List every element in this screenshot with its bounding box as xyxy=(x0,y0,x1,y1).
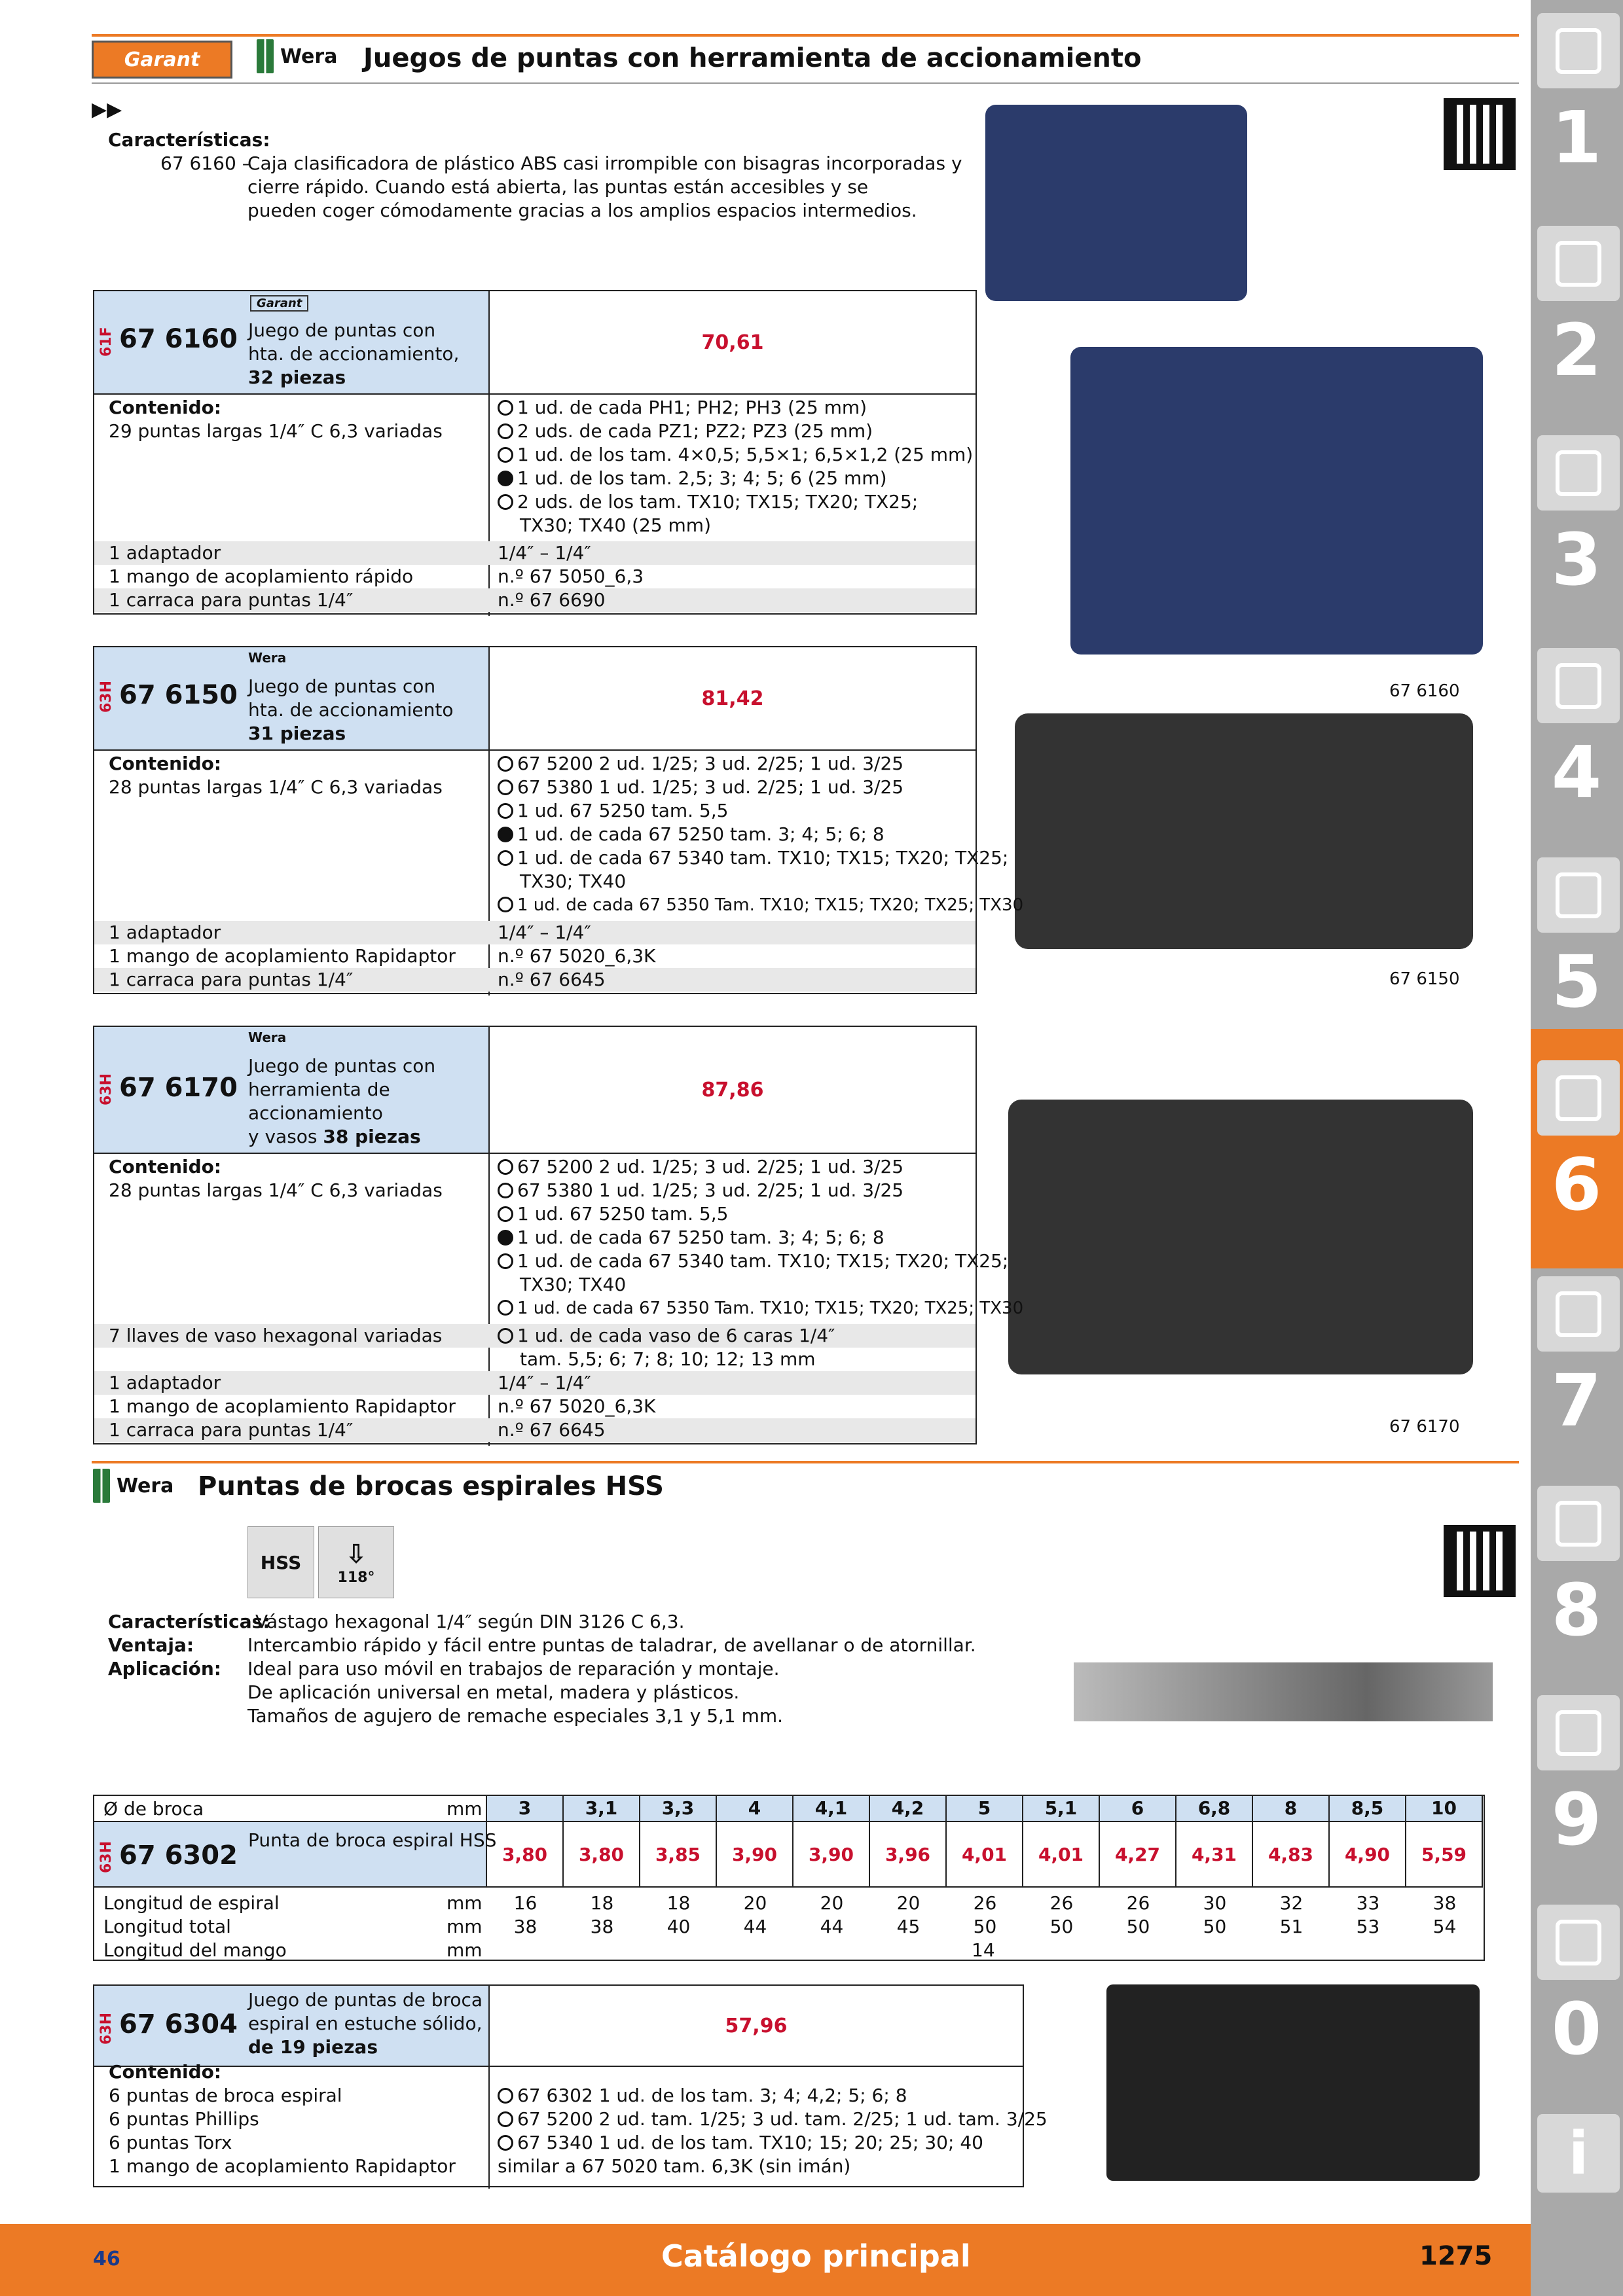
drill-size-column: 4,1 xyxy=(793,1796,870,1822)
chapter-tab-8[interactable] xyxy=(1537,1486,1620,1561)
drill-price: 5,59 xyxy=(1406,1822,1483,1888)
chapter-tab-3[interactable] xyxy=(1537,435,1620,511)
drill-value: 33 xyxy=(1356,1892,1380,1914)
torx-icon xyxy=(498,494,513,510)
chapter-icon xyxy=(1556,1075,1601,1121)
pozidriv-icon xyxy=(498,423,513,439)
drill-value: 51 xyxy=(1279,1916,1304,1937)
chapter-tab-1[interactable] xyxy=(1537,13,1620,88)
drill-price: 3,90 xyxy=(793,1822,870,1888)
drill-value: 50 xyxy=(1126,1916,1150,1937)
torx-plus-icon xyxy=(498,1300,513,1316)
chapter-tab-7[interactable] xyxy=(1537,1276,1620,1352)
drill-value: 20 xyxy=(743,1892,767,1914)
drill-value: 54 xyxy=(1432,1916,1457,1937)
header-rule xyxy=(92,34,1519,37)
drill-price: 4,90 xyxy=(1330,1822,1406,1888)
torx-plus-icon xyxy=(498,897,513,912)
wera-logo: Wera xyxy=(248,650,287,666)
wera-logo: Wera xyxy=(248,1030,287,1045)
drill-value: 26 xyxy=(1126,1892,1150,1914)
drill-price: 4,01 xyxy=(947,1822,1023,1888)
wera-logo: Wera xyxy=(257,39,337,73)
chapter-tab-9[interactable] xyxy=(1537,1695,1620,1770)
drill-value: 45 xyxy=(896,1916,921,1937)
footer-title: Catálogo principal xyxy=(661,2238,971,2274)
chapter-number[interactable]: 4 xyxy=(1551,730,1602,814)
chapter-number[interactable]: 5 xyxy=(1551,940,1602,1024)
drill-price: 3,80 xyxy=(564,1822,640,1888)
qr-code-icon xyxy=(1444,98,1516,170)
page-title: Juegos de puntas con herramienta de accionamiento xyxy=(363,43,1142,73)
drill-value: 40 xyxy=(666,1916,691,1937)
drill-value: 26 xyxy=(1049,1892,1074,1914)
drill-bit-icon xyxy=(498,2088,513,2104)
drill-angle-icon: ⇩ 118° xyxy=(318,1526,394,1598)
drill-value: 26 xyxy=(973,1892,997,1914)
product-code: 67 6302 xyxy=(119,1840,238,1871)
chapter-icon xyxy=(1556,1501,1601,1547)
drill-size-column: 3,3 xyxy=(640,1796,717,1822)
chapter-tab-4[interactable] xyxy=(1537,648,1620,723)
drill-value: 16 xyxy=(513,1892,538,1914)
phillips-icon xyxy=(498,400,513,416)
chapter-number[interactable]: 8 xyxy=(1551,1568,1602,1652)
hss-badge: HSS xyxy=(247,1526,314,1598)
drill-size-column: 3 xyxy=(487,1796,564,1822)
drill-value: 38 xyxy=(1432,1892,1457,1914)
hex-icon xyxy=(498,827,513,842)
drill-price: 3,90 xyxy=(717,1822,793,1888)
chapter-icon xyxy=(1556,1291,1601,1337)
photo-caption: 67 6170 xyxy=(1389,1417,1460,1437)
drill-size-column: 8,5 xyxy=(1330,1796,1406,1822)
product-photo-case-open xyxy=(1070,347,1483,655)
section-title: Puntas de brocas espirales HSS xyxy=(198,1471,664,1501)
drill-size-column: 5,1 xyxy=(1023,1796,1100,1822)
drill-value: 50 xyxy=(1049,1916,1074,1937)
drill-size-table: Ø de broca mm 63H 67 6302 Punta de broca espiral HSS Longitud de espiral mm Longitud total mm Longitud del mango mm 14 3 3,80 16 38 3,1 3,80 18 38 3,3 3,85 18 40 4 3,90 20 44 4,1 3,90 20 44 4,2 3,96 20 45 5 4,01 26 50 5,1 4,01 26 50 6 4,27 26 50 6,8 4,31 30 50 8 4,83 32 51 8,5 4,90 33 53 10 5,59 38 54 xyxy=(93,1795,1485,1961)
drill-size-column: 3,1 xyxy=(564,1796,640,1822)
product-code: 67 6304 xyxy=(119,2009,238,2039)
phillips-icon xyxy=(498,1159,513,1175)
chapter-number[interactable]: 3 xyxy=(1551,518,1602,601)
drill-value: 32 xyxy=(1279,1892,1304,1914)
drill-price: 4,31 xyxy=(1176,1822,1253,1888)
chapter-icon xyxy=(1556,663,1601,709)
product-photo-drill-set xyxy=(1106,1984,1480,2181)
chapter-tab-6[interactable] xyxy=(1537,1060,1620,1136)
drill-price: 3,85 xyxy=(640,1822,717,1888)
drill-value: 20 xyxy=(820,1892,844,1914)
chapter-number[interactable]: 0 xyxy=(1551,1987,1602,2071)
drill-price: 4,27 xyxy=(1100,1822,1176,1888)
phillips-icon xyxy=(498,2111,513,2127)
drill-price: 3,96 xyxy=(870,1822,947,1888)
chapter-icon xyxy=(1556,28,1601,74)
wera-logo: Wera xyxy=(93,1469,173,1503)
price: 57,96 xyxy=(490,1986,1023,2067)
pozidriv-icon xyxy=(498,1183,513,1198)
chapter-number[interactable]: 2 xyxy=(1551,308,1602,392)
chapter-number[interactable]: 9 xyxy=(1551,1778,1602,1861)
drill-price: 4,83 xyxy=(1253,1822,1330,1888)
pozidriv-icon xyxy=(498,780,513,795)
page-number-left: 46 xyxy=(93,2248,120,2270)
price: 70,61 xyxy=(490,291,976,395)
drill-size-column: 5 xyxy=(947,1796,1023,1822)
product-photo-case-closed xyxy=(985,105,1247,301)
features-label: Características: xyxy=(108,129,270,151)
torx-icon xyxy=(498,850,513,866)
drill-value: 50 xyxy=(1203,1916,1227,1937)
garant-logo: Garant xyxy=(92,41,232,79)
phillips-icon xyxy=(498,756,513,772)
price: 87,86 xyxy=(490,1027,976,1154)
drill-value: 44 xyxy=(743,1916,767,1937)
price: 81,42 xyxy=(490,647,976,751)
chapter-number[interactable]: 6 xyxy=(1551,1143,1602,1227)
product-code: 67 6160 xyxy=(119,324,238,354)
drill-value: 50 xyxy=(973,1916,997,1937)
chapter-tab-2[interactable] xyxy=(1537,226,1620,301)
product-code: 67 6170 xyxy=(119,1073,238,1103)
torx-icon xyxy=(498,2135,513,2151)
drill-value: 20 xyxy=(896,1892,921,1914)
chapter-tab-5[interactable] xyxy=(1537,857,1620,933)
features-code: 67 6160 – xyxy=(160,152,251,174)
drill-size-column: 4,2 xyxy=(870,1796,947,1822)
arrows-icon: ▶▶ xyxy=(92,98,122,121)
chapter-icon xyxy=(1556,872,1601,918)
slotted-icon xyxy=(498,447,513,463)
product-code: 67 6150 xyxy=(119,680,238,710)
drill-value: 38 xyxy=(590,1916,614,1937)
drill-value: 18 xyxy=(590,1892,614,1914)
hex-icon xyxy=(498,1230,513,1246)
product-table-676170: 87,86 63H 67 6170 Wera Juego de puntas con herramienta de accionamiento y vasos 38 piezas Contenido: 28 puntas largas 1/4″ C 6,3 variadas 7 llaves de vaso hexagonal variadas 1 adaptador 1 mango de acoplamiento Rapidaptor 1 carraca para puntas 1/4″ 67 5200 2 ud. 1/25; 3 ud. 2/25; 1 ud. 3/25 67 5380 1 ud. 1/25; 3 ud. 2/25; 1 ud. 3/25 1 ud. 67 5250 tam. 5,5 1 ud. de cada 67 5250 tam. 3; 4; 5; 6; 8 1 ud. de cada 67 5340 tam. TX10; TX15; TX20; TX25; TX30; TX40 1 ud. de cada 67 5350 Tam. TX10; TX15; TX20; TX25; TX30 1 ud. de cada vaso de 6 caras 1/4″ tam. 5,5; 6; 7; 8; 10; 12; 13 mm 1/4″ – 1/4″ n.º 67 5020_6,3K n.º 67 6645 xyxy=(93,1026,977,1444)
drill-price: 3,80 xyxy=(487,1822,564,1888)
slotted-icon xyxy=(498,803,513,819)
chapter-tab-i[interactable] xyxy=(1537,2114,1620,2193)
drill-price: 4,01 xyxy=(1023,1822,1100,1888)
drill-size-column: 4 xyxy=(717,1796,793,1822)
photo-caption: 67 6150 xyxy=(1389,969,1460,989)
drill-value: 53 xyxy=(1356,1916,1380,1937)
info-icon: i xyxy=(1568,2119,1589,2188)
socket-icon xyxy=(498,1328,513,1344)
product-photo-tool-check xyxy=(1008,1100,1473,1374)
slotted-icon xyxy=(498,1206,513,1222)
chapter-icon xyxy=(1556,1920,1601,1965)
product-photo-bit-check xyxy=(1015,713,1473,949)
hex-icon xyxy=(498,471,513,486)
drill-size-column: 8 xyxy=(1253,1796,1330,1822)
garant-logo: Garant xyxy=(250,295,308,312)
chapter-number[interactable]: 7 xyxy=(1551,1359,1602,1443)
torx-icon xyxy=(498,1253,513,1269)
drill-value: 44 xyxy=(820,1916,844,1937)
drill-value: 30 xyxy=(1203,1892,1227,1914)
photo-caption: 67 6160 xyxy=(1389,681,1460,701)
chapter-icon xyxy=(1556,241,1601,287)
product-table-676304: 57,96 63H 67 6304 Juego de puntas de broca espiral en estuche sólido, de 19 piezas Contenido: 6 puntas de broca espiral 6 puntas Phillips 6 puntas Torx 1 mango de acoplamiento Rapidaptor 67 6302 1 ud. de los tam. 3; 4; 4,2; 5; 6; 8 67 5200 2 ud. tam. 1/25; 3 ud. tam. 2/25; 1 ud. tam. 3/25 67 5340 1 ud. de los tam. TX10; 15; 20; 25; 30; 40 similar a 67 5020 tam. 6,3K (sin imán) xyxy=(93,1984,1024,2187)
chapter-icon xyxy=(1556,1710,1601,1756)
drill-size-column: 6 xyxy=(1100,1796,1176,1822)
drill-value: 38 xyxy=(513,1916,538,1937)
product-table-676150: 81,42 63H 67 6150 Wera Juego de puntas con hta. de accionamiento 31 piezas Contenido: 28 puntas largas 1/4″ C 6,3 variadas 1 adaptador 1 mango de acoplamiento Rapidaptor 1 carraca para puntas 1/4″ 67 5200 2 ud. 1/25; 3 ud. 2/25; 1 ud. 3/25 67 5380 1 ud. 1/25; 3 ud. 2/25; 1 ud. 3/25 1 ud. 67 5250 tam. 5,5 1 ud. de cada 67 5250 tam. 3; 4; 5; 6; 8 1 ud. de cada 67 5340 tam. TX10; TX15; TX20; TX25; TX30; TX40 1 ud. de cada 67 5350 Tam. TX10; TX15; TX20; TX25; TX30 1/4″ – 1/4″ n.º 67 5020_6,3K n.º 67 6645 xyxy=(93,646,977,994)
drill-size-column: 10 xyxy=(1406,1796,1483,1822)
chapter-tab-0[interactable] xyxy=(1537,1905,1620,1980)
page-number-right: 1275 xyxy=(1419,2241,1493,2271)
drill-value: 18 xyxy=(666,1892,691,1914)
drill-size-column: 6,8 xyxy=(1176,1796,1253,1822)
product-table-676160: 70,61 61F 67 6160 Garant Juego de puntas con hta. de accionamiento, 32 piezas Contenido: 29 puntas largas 1/4″ C 6,3 variadas 1 adaptador 1 mango de acoplamiento rápido 1 carraca para puntas 1/4″ 1 ud. de cada PH1; PH2; PH3 (25 mm) 2 uds. de cada PZ1; PZ2; PZ3 (25 mm) 1 ud. de los tam. 4×0,5; 5,5×1; 6,5×1,2 (25 mm) 1 ud. de los tam. 2,5; 3; 4; 5; 6 (25 mm) 2 uds. de los tam. TX10; TX15; TX20; TX25; TX30; TX40 (25 mm) 1/4″ – 1/4″ n.º 67 5050_6,3 n.º 67 6690 xyxy=(93,290,977,615)
qr-code-icon xyxy=(1444,1525,1516,1597)
product-photo-drill-bit xyxy=(1074,1662,1493,1721)
chapter-number[interactable]: 1 xyxy=(1551,96,1602,179)
chapter-icon xyxy=(1556,450,1601,496)
